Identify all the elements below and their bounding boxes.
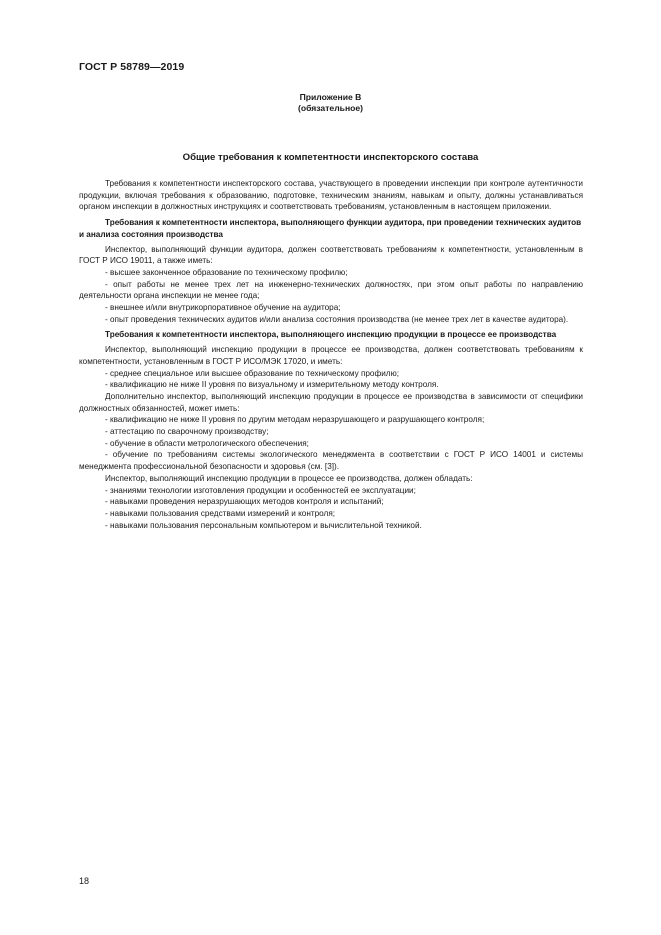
page-number: 18 <box>79 876 90 886</box>
list-item: - квалификацию не ниже II уровня по визуальному и измерительному методу контроля. <box>105 380 439 390</box>
document-body <box>79 178 583 531</box>
list-item: - навыками проведения неразрушающих методов контроля и испытаний; <box>105 497 384 507</box>
list-item: - внешнее и/или внутрикорпоративное обучение на аудитора; <box>105 303 341 313</box>
list-item: - опыт проведения технических аудитов и/или анализа состояния производства (не менее трех лет в качестве аудитора). <box>105 314 569 324</box>
standard-id: ГОСТ Р 58789—2019 <box>79 61 185 73</box>
list-item: - опыт работы не менее трех лет на инженерно-технических должностях, при этом опыт работы по направлению деятельности органа инспекции не менее года; <box>79 279 583 301</box>
skills-lead: Инспектор, выполняющий инспекцию продукции в процессе ее производства, должен обладать: <box>105 473 473 483</box>
list-item: - знаниями технологии изготовления продукции и особенностей ее эксплуатации; <box>105 485 416 495</box>
list-item: - квалификацию не ниже II уровня по другим методам неразрушающего и разрушающего контроля; <box>105 415 485 425</box>
list-item: - навыками пользования средствами измерений и контроля; <box>105 508 336 518</box>
appendix-heading <box>0 92 661 114</box>
list-item: - обучение по требованиям системы экологического менеджмента в соответствии с ГОСТ Р ИСО 14001 и системы менеджмента профессиональной безопасности и здоровья (см. [3]). <box>79 450 583 472</box>
production-lead: Инспектор, выполняющий инспекцию продукции в процессе ее производства, должен соответствовать требованиям к компетентности, установленным в ГОСТ Р ИСО/МЭК 17020, и иметь: <box>79 345 583 366</box>
auditor-heading: Требования к компетентности инспектора, выполняющего функции аудитора, при проведении технических аудитов и анализа состояния производства <box>79 218 582 239</box>
appendix-note: (обязательное) <box>297 103 364 113</box>
additional-lead: Дополнительно инспектор, выполняющий инспекцию продукции в процессе ее производства в зависимости от специфики должностных обязанностей, может иметь: <box>79 391 583 413</box>
list-item: - среднее специальное или высшее образование по техническому профилю; <box>105 368 399 378</box>
intro-paragraph: Требования к компетентности инспекторского состава, участвующего в проведении инспекции при контроле аутентичности продукции, включая требования к образованию, подготовке, техническим знаниям, навыкам и опыту, должны устанавливаться органом инспекции в должностных инструкциях и соответствовать требованиям, установленным в настоящем приложении. <box>79 179 583 212</box>
list-item: - высшее законченное образование по техническому профилю; <box>105 267 348 277</box>
production-heading: Требования к компетентности инспектора, выполняющего инспекцию продукции в процессе ее производства <box>105 330 557 340</box>
auditor-lead: Инспектор, выполняющий функции аудитора, должен соответствовать требованиям к компетентности, установленным в ГОСТ Р ИСО 19011, а также иметь: <box>79 244 583 266</box>
section-title: Общие требования к компетентности инспекторского состава <box>182 152 479 163</box>
list-item: - навыками пользования персональным компьютером и вычислительной техникой. <box>105 520 422 530</box>
list-item: - аттестацию по сварочному производству; <box>105 427 269 437</box>
list-item: - обучение в области метрологического обеспечения; <box>105 438 309 448</box>
appendix-title: Приложение В <box>299 92 362 102</box>
